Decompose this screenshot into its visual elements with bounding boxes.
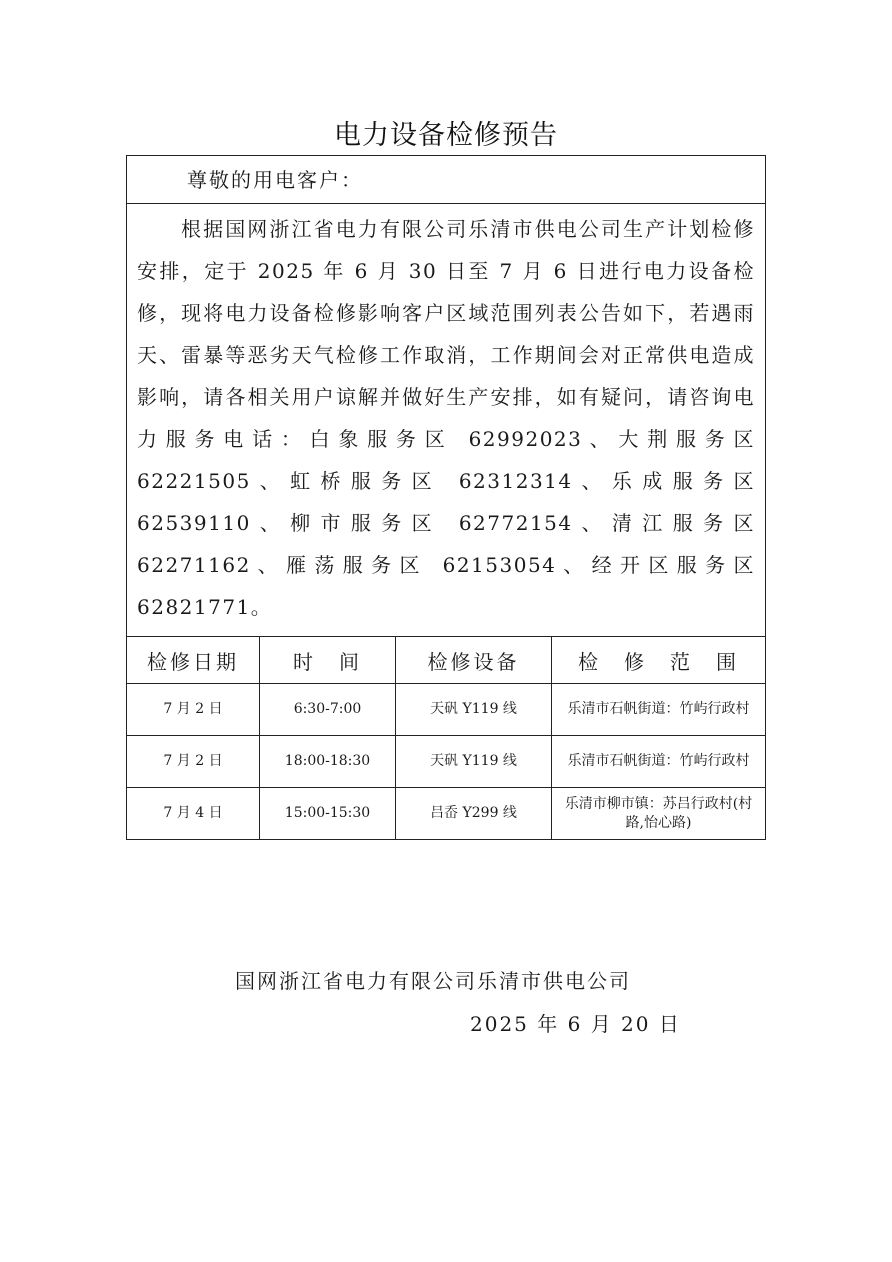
greeting: 尊敬的用电客户： [127, 156, 765, 204]
cell-time: 6:30-7:00 [260, 684, 396, 736]
cell-date: 7 月 2 日 [127, 736, 260, 788]
table-row [127, 736, 765, 788]
header-date: 检修日期 [127, 637, 260, 684]
cell-scope: 乐清市石帆街道：竹屿行政村 [552, 684, 766, 736]
cell-date: 7 月 2 日 [127, 684, 260, 736]
cell-equipment: 吕岙 Y299 线 [396, 788, 552, 840]
table-header-row [127, 637, 765, 684]
cell-equipment: 天矾 Y119 线 [396, 736, 552, 788]
notice-body: 根据国网浙江省电力有限公司乐清市供电公司生产计划检修安排，定于 2025 年 6 月 30 日至 7 月 6 日进行电力设备检修，现将电力设备检修影响客户区域范围列表公告如下，若遇雨天、雷暴等恶劣天气检修工作取消，工作期间会对正常供电造成影响，请各相关用户谅解并做好生产安排，如有疑问，请咨询电力服务电话：白象服务区 62992023、大荆服务区 62221505、虹桥服务区 62312314、乐成服务区 62539110、柳市服务区 62772154、清江服务区 62271162、雁荡服务区 62153054、经开区服务区 62821771。 [137, 217, 755, 619]
header-time: 时 间 [260, 637, 396, 684]
cell-scope: 乐清市柳市镇：苏吕行政村(村路,怡心路) [552, 788, 766, 840]
header-scope: 检 修 范 围 [552, 637, 766, 684]
footer-organization: 国网浙江省电力有限公司乐清市供电公司 [235, 969, 631, 993]
cell-time: 18:00-18:30 [260, 736, 396, 788]
cell-scope: 乐清市石帆街道：竹屿行政村 [552, 736, 766, 788]
cell-time: 15:00-15:30 [260, 788, 396, 840]
cell-equipment: 天矾 Y119 线 [396, 684, 552, 736]
header-equipment: 检修设备 [396, 637, 552, 684]
maintenance-table [127, 636, 765, 839]
table-row [127, 684, 765, 736]
document-title: 电力设备检修预告 [334, 120, 558, 151]
table-row [127, 788, 765, 840]
footer-date: 2025 年 6 月 20 日 [470, 1012, 681, 1036]
notice-frame [126, 155, 766, 840]
cell-date: 7 月 4 日 [127, 788, 260, 840]
